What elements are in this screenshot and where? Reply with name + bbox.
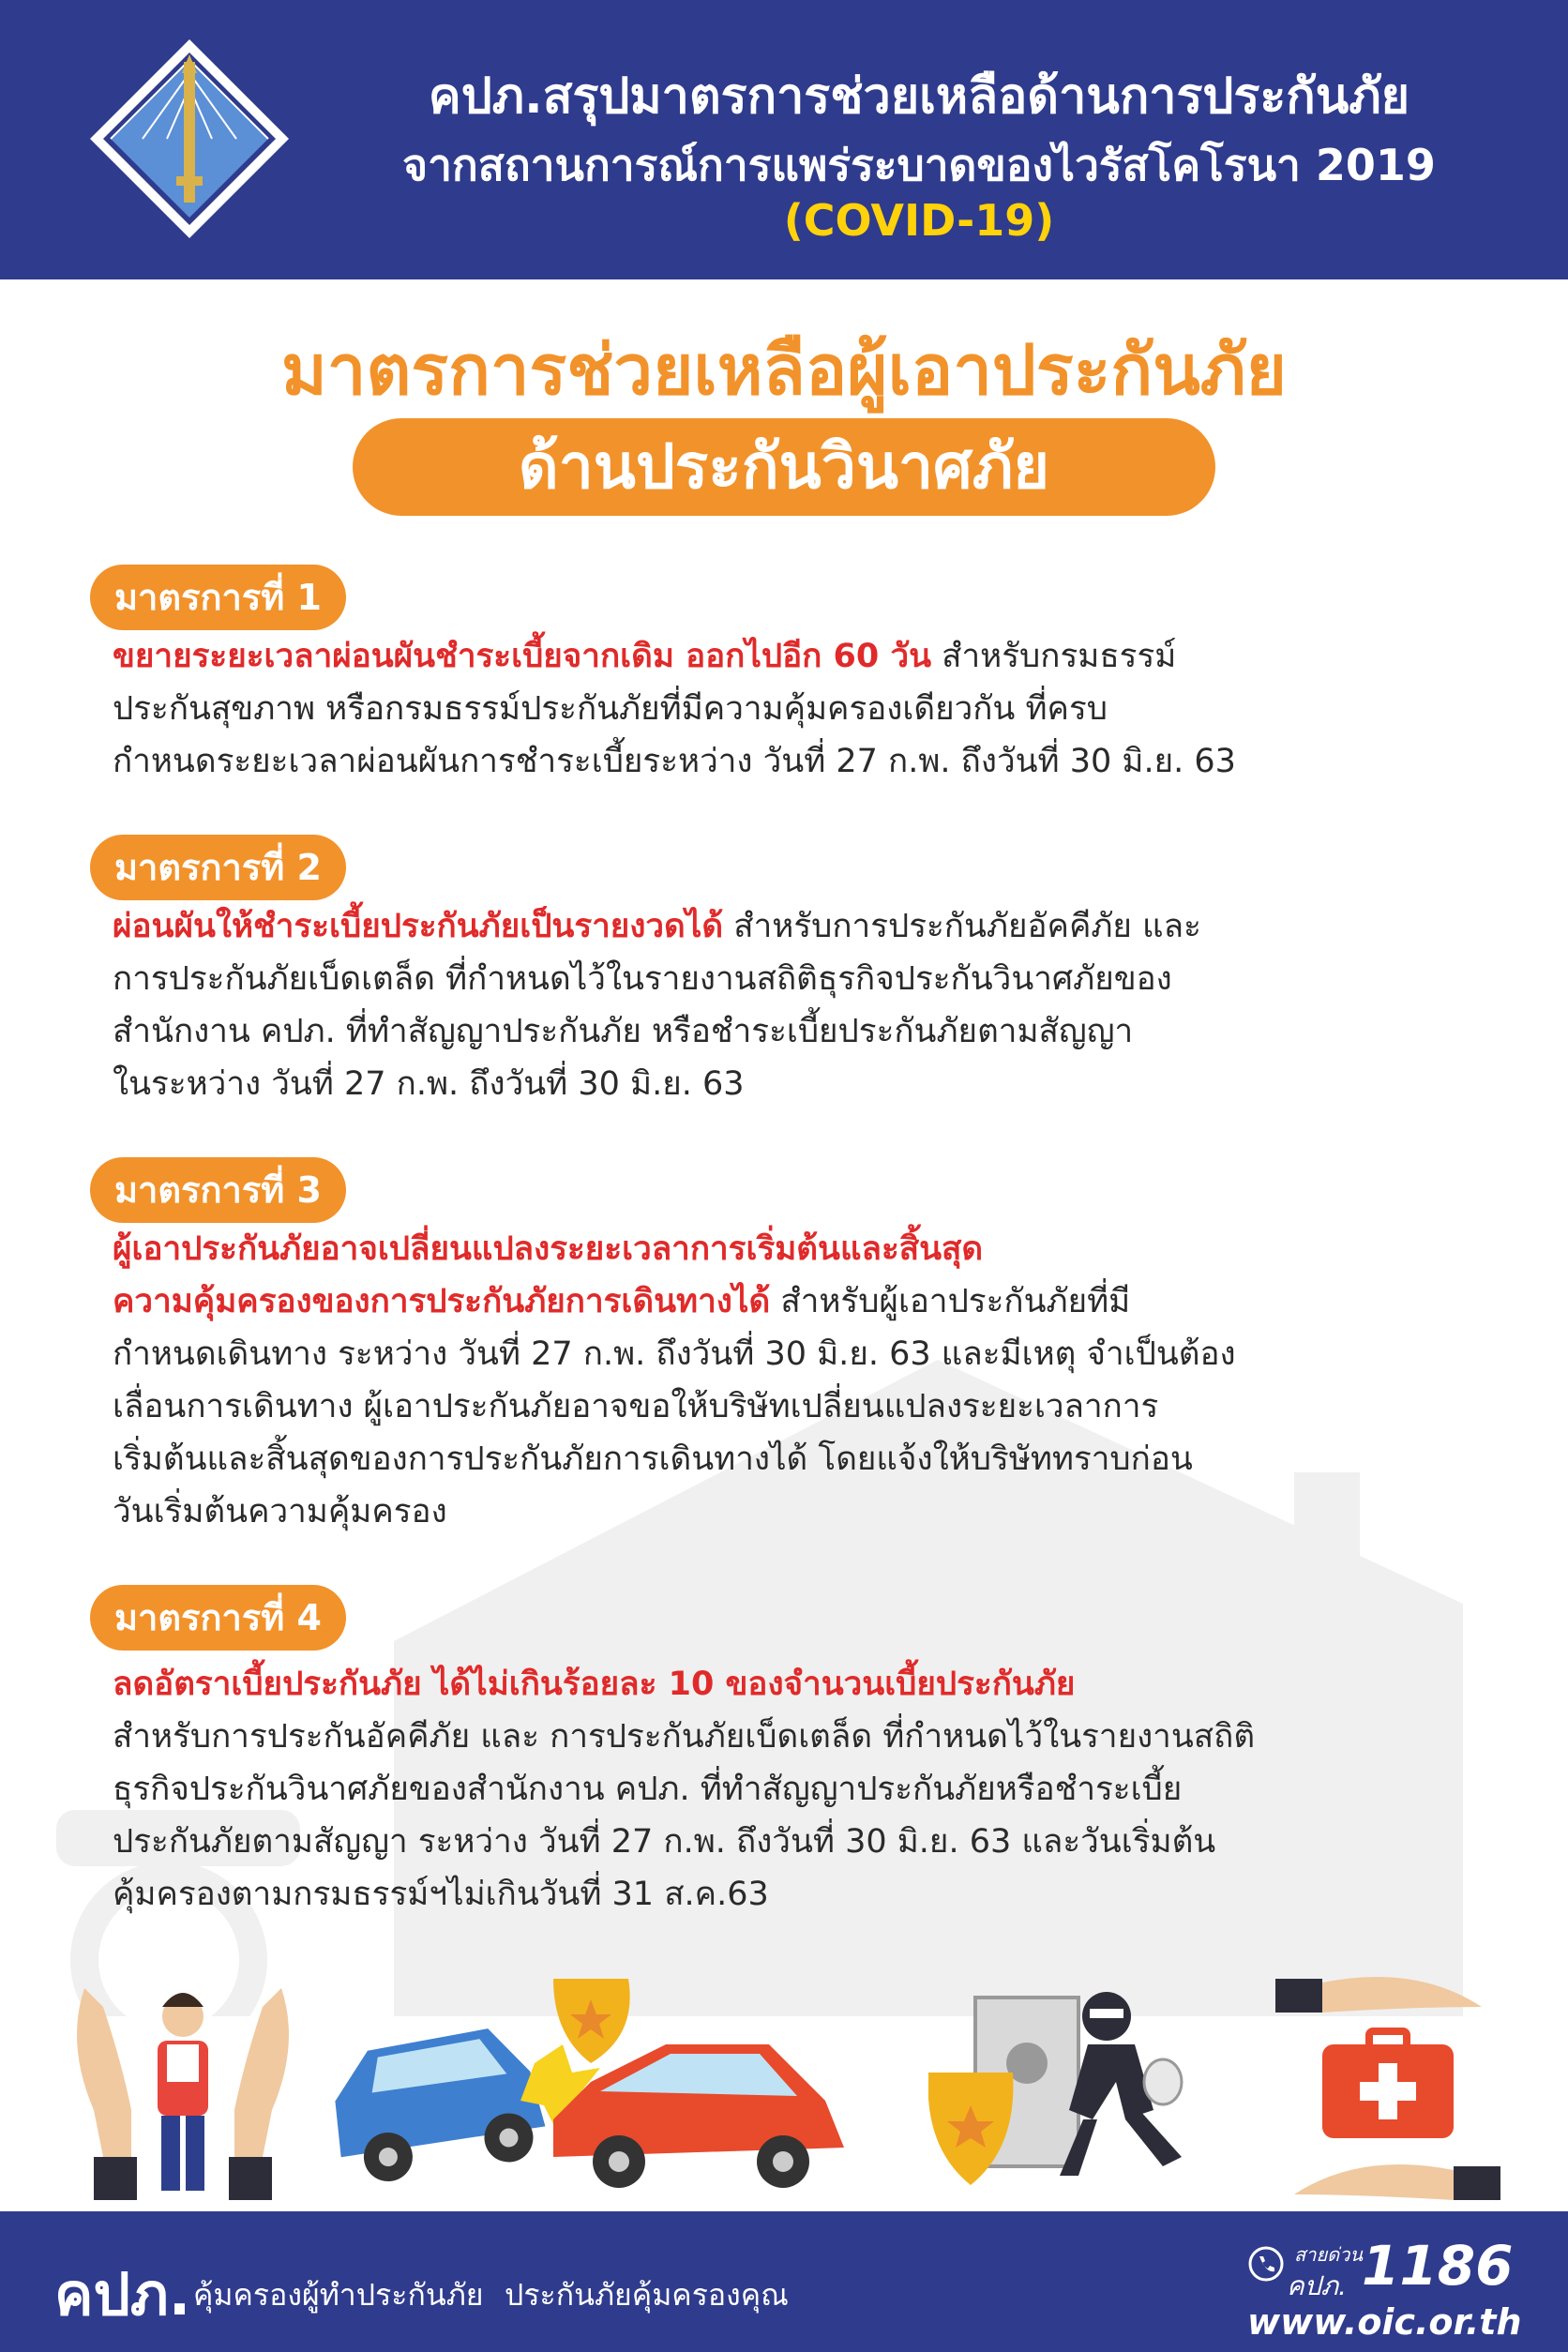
measure-4-badge: มาตรการที่ 4 [90, 1585, 346, 1651]
main-title: มาตรการช่วยเหลือผู้เอาประกันภัย [281, 330, 1287, 411]
measure-2-line: ในระหว่าง วันที่ 27 ก.พ. ถึงวันที่ 30 มิ.ย. 63 [113, 1065, 745, 1103]
header-banner [0, 0, 1568, 279]
measure-2-line: สำนักงาน คปภ. ที่ทำสัญญาประกันภัย หรือชำระเบี้ยประกันภัยตามสัญญา [113, 1013, 1134, 1050]
oic-logo-icon [86, 36, 293, 242]
footer-slogan-2: ประกันภัยคุ้มครองคุณ [505, 2277, 789, 2313]
hotline-number: 1186 [1362, 2234, 1514, 2298]
footer-brand: คปภ. [54, 2260, 191, 2329]
measure-2-line: ผ่อนผันให้ชำระเบี้ยประกันภัยเป็นรายงวดได้ สำหรับการประกันภัยอัคคีภัย และ [113, 908, 1201, 945]
measure-1-text [113, 630, 1435, 788]
measure-4-line: คุ้มครองตามกรมธรรม์ฯไม่เกินวันที่ 31 ส.ค.63 [113, 1876, 769, 1913]
measure-4-line: ธุรกิจประกันวินาศภัยของสำนักงาน คปภ. ที่ทำสัญญาประกันภัยหรือชำระเบี้ย [113, 1771, 1183, 1808]
measure-1-line: กำหนดระยะเวลาผ่อนผันการชำระเบี้ยระหว่าง วันที่ 27 ก.พ. ถึงวันที่ 30 มิ.ย. 63 [113, 743, 1236, 780]
hotline-label: สายด่วน [1294, 2243, 1364, 2266]
measure-1-line: ขยายระยะเวลาผ่อนผันชำระเบี้ยจากเดิม ออกไปอีก 60 วัน สำหรับกรมธรรม์ [113, 638, 1177, 675]
measure-3-line: เริ่มต้นและสิ้นสุดของการประกันภัยการเดินทางได้ โดยแจ้งให้บริษัททราบก่อน [113, 1440, 1193, 1478]
header-title-line2: จากสถานการณ์การแพร่ระบาดของไวรัสโคโรนา 2019 [402, 140, 1436, 190]
measure-4-line: ประกันภัยตามสัญญา ระหว่าง วันที่ 27 ก.พ. ถึงวันที่ 30 มิ.ย. 63 และวันเริ่มต้น [113, 1823, 1216, 1861]
footer-banner [0, 2211, 1568, 2352]
phone-icon [1247, 2245, 1285, 2283]
car-crash-icon [319, 1979, 853, 2204]
measure-4-line: ลดอัตราเบี้ยประกันภัย ได้ไม่เกินร้อยละ 10 ของจำนวนเบี้ยประกันภัย [113, 1666, 1076, 1703]
measure-3-line: วันเริ่มต้นความคุ้มครอง [113, 1493, 447, 1530]
website-url[interactable]: www.oic.or.th [1247, 2301, 1522, 2343]
measure-3-line: กำหนดเดินทาง ระหว่าง วันที่ 27 ก.พ. ถึงวันที่ 30 มิ.ย. 63 และมีเหตุ จำเป็นต้อง [113, 1335, 1236, 1373]
measure-2-text [113, 900, 1435, 1110]
measure-2-line: การประกันภัยเบ็ดเตล็ด ที่กำหนดไว้ในรายงานสถิติธุรกิจประกันวินาศภัยของ [113, 960, 1172, 998]
measure-3-line: ความคุ้มครองของการประกันภัยการเดินทางได้ สำหรับผู้เอาประกันภัยที่มี [113, 1283, 1131, 1320]
measure-1-line: ประกันสุขภาพ หรือกรมธรรม์ประกันภัยที่มีความคุ้มครองเดียวกัน ที่ครบ [113, 690, 1108, 728]
measure-3-badge: มาตรการที่ 3 [90, 1157, 346, 1223]
measure-3-text [113, 1223, 1435, 1538]
injured-person-hands-icon [66, 1969, 300, 2204]
measure-3-line: เลื่อนการเดินทาง ผู้เอาประกันภัยอาจขอให้บริษัทเปลี่ยนแปลงระยะเวลาการ [113, 1388, 1159, 1425]
hotline-org: คปภ. [1287, 2270, 1347, 2301]
header-title-line1: คปภ.สรุปมาตรการช่วยเหลือด้านการประกันภัย [428, 68, 1410, 125]
theft-protection-icon [928, 1979, 1210, 2204]
measure-2-badge: มาตรการที่ 2 [90, 835, 346, 900]
first-aid-hands-icon [1275, 1969, 1500, 2204]
measure-1-badge: มาตรการที่ 1 [90, 565, 346, 630]
measure-4-line: สำหรับการประกันอัคคีภัย และ การประกันภัยเบ็ดเตล็ด ที่กำหนดไว้ในรายงานสถิติ [113, 1718, 1256, 1756]
measure-4-text [113, 1658, 1435, 1921]
subtitle-pill: ด้านประกันวินาศภัย [353, 418, 1215, 516]
measure-3-line: ผู้เอาประกันภัยอาจเปลี่ยนแปลงระยะเวลาการเริ่มต้นและสิ้นสุด [113, 1230, 984, 1268]
footer-slogan-1: คุ้มครองผู้ทำประกันภัย [193, 2277, 484, 2313]
header-title-line3: (COVID-19) [783, 195, 1055, 246]
